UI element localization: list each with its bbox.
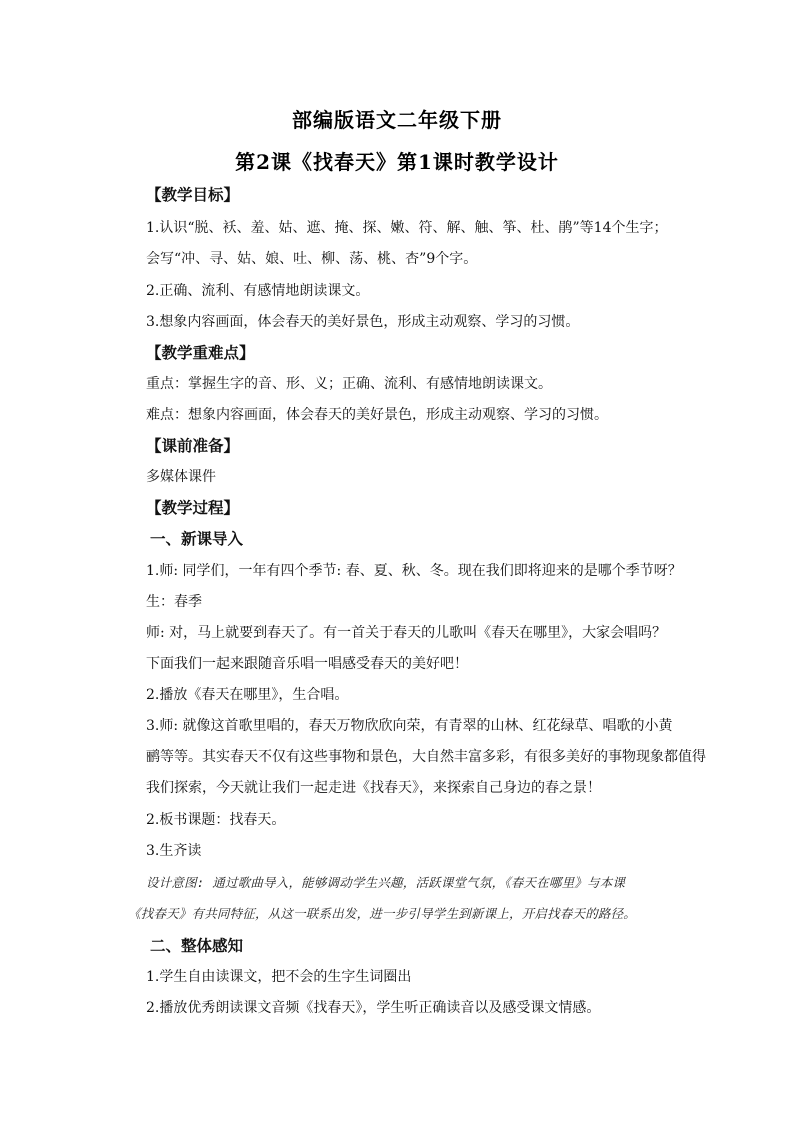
paragraph-3-line-1: 师: 对，马上就要到春天了。有一首关于春天的儿歌叫《春天在哪里》，大家会唱吗？ [146,625,667,641]
goal-1-line-2: 会写“冲、寻、姑、娘、吐、柳、荡、桃、杏”9个字。 [146,251,478,267]
design-intent-line-1: 设计意图: 通过歌曲导入，能够调动学生兴趣，活跃课堂气氛，《春天在哪里》与本课 [146,875,626,890]
section-heading-goals: 【教学目标】 [146,185,240,204]
paragraph-2: 生：春季 [146,594,202,610]
part-1-heading: 一、新课导入 [150,529,244,548]
goal-3: 3.想象内容画面，体会春天的美好景色，形成主动观察、学习的习惯。 [146,314,580,330]
preparation-item: 多媒体课件 [146,469,216,485]
perception-item-2: 2.播放优秀朗读课文音频《找春天》，学生听正确读音以及感受课文情感。 [146,1000,601,1016]
paragraph-5-line-2: 鹂等等。其实春天不仅有这些事物和景色，大自然丰富多彩，有很多美好的事物现象都值得 [146,749,706,765]
part-2-heading: 二、整体感知 [150,936,244,955]
design-intent-line-2: 《找春天》有共同特征，从这一联系出发，进一步引导学生到新课上，开启找春天的路径。 [128,906,637,921]
section-heading-key-points: 【教学重难点】 [146,343,255,362]
key-point: 重点：掌握生字的音、形、义；正确、流利、有感情地朗读课文。 [146,376,552,392]
paragraph-5-line-1: 3.师: 就像这首歌里唱的，春天万物欣欣向荣，有青翠的山林、红花绿草、唱歌的小黄 [146,718,673,734]
goal-2: 2.正确、流利、有感情地朗读课文。 [146,283,370,299]
paragraph-4: 2.播放《春天在哪里》，生合唱。 [146,687,349,703]
document-title: 部编版语文二年级下册 [292,108,502,132]
paragraph-6: 2.板书课题：找春天。 [146,812,286,828]
paragraph-3-line-2: 下面我们一起来跟随音乐唱一唱感受春天的美好吧！ [146,656,468,672]
perception-item-1: 1.学生自由读课文，把不会的生字生词圈出 [146,969,412,985]
paragraph-5-line-3: 我们探索，今天就让我们一起走进《找春天》，来探索自己身边的春之景！ [146,780,601,796]
lesson-title: 第2课《找春天》第1课时教学设计 [235,150,559,174]
section-heading-process: 【教学过程】 [146,498,240,517]
paragraph-7: 3.生齐读 [146,843,202,859]
paragraph-1: 1.师: 同学们，一年有四个季节: 春、夏、秋、冬。现在我们即将迎来的是哪个季节呀？ [146,563,682,579]
goal-1-line-1: 1.认识“脱、袄、羞、姑、遮、掩、探、嫩、符、解、触、筝、杜、鹃”等14个生字； [146,220,668,236]
difficult-point: 难点：想象内容画面，体会春天的美好景色，形成主动观察、学习的习惯。 [146,407,608,423]
section-heading-preparation: 【课前准备】 [146,436,240,455]
